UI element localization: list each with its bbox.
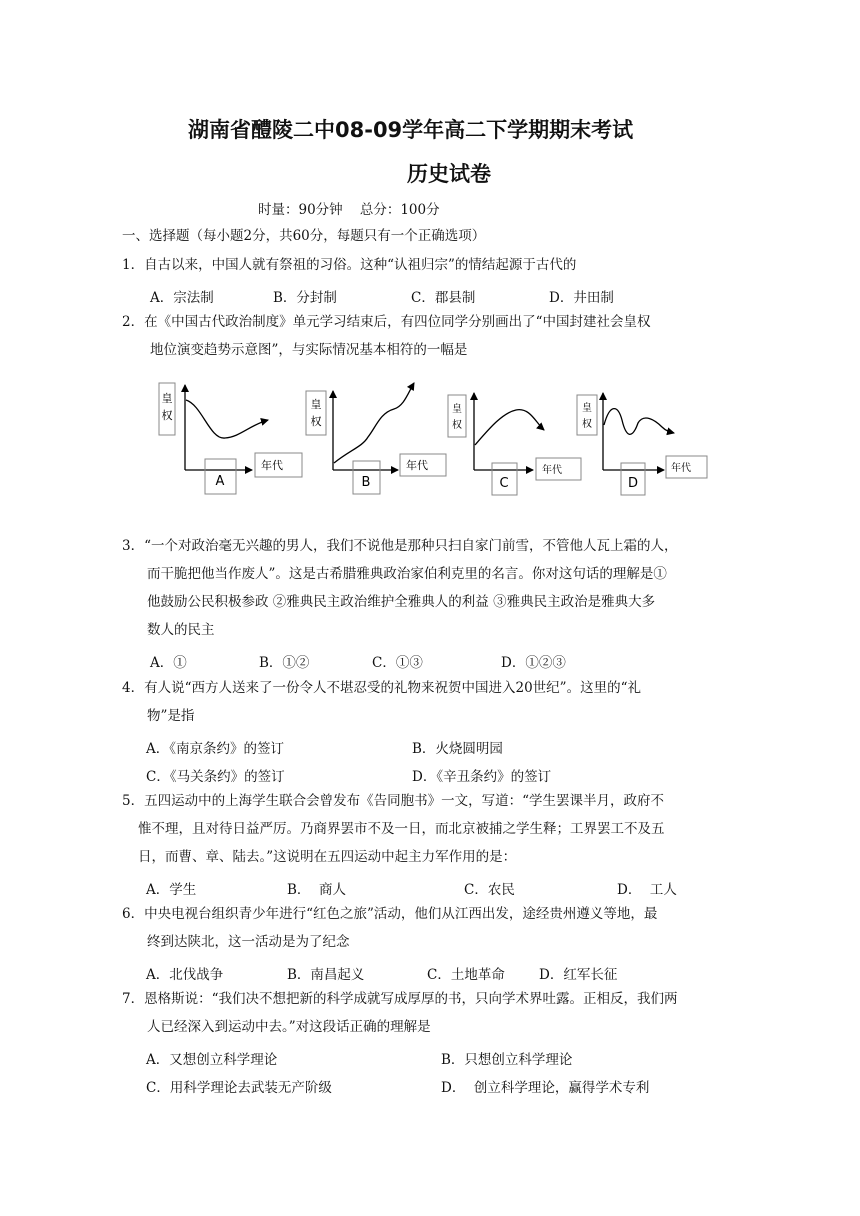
diagram-b-ylabel-2: 权 [310,415,322,428]
diagram-c-ylabel-2: 权 [452,420,462,431]
diagram-d-ylabel-2: 权 [582,419,592,430]
q3-option-a[interactable]: A．① [150,655,187,671]
question-2-line-2: 地位演变趋势示意图”，与实际情况基本相符的一幅是 [150,342,468,358]
q6-option-b[interactable]: B．南昌起义 [287,967,365,983]
q1-option-a[interactable]: A．宗法制 [150,290,214,306]
question-3-line-3: 他鼓励公民积极参政 ②雅典民主政治维护全雅典人的利益 ③雅典民主政治是雅典大多 [147,594,656,610]
q4-option-d[interactable]: D．《辛丑条约》的签订 [412,769,552,785]
q6-option-c[interactable]: C．土地革命 [427,967,505,983]
q7-option-b[interactable]: B．只想创立科学理论 [441,1052,573,1068]
section-heading: 一、选择题（每小题2分，共60分，每题只有一个正确选项） [122,228,486,244]
q3-option-d[interactable]: D．①②③ [501,655,566,671]
diagram-d-xlabel: 年代 [671,463,691,474]
q3-option-c[interactable]: C．①③ [372,655,423,671]
q7-option-d[interactable]: D． 创立科学理论，赢得学术专利 [441,1080,650,1096]
q5-option-d[interactable]: D． 工人 [617,882,677,898]
question-4-line-1: 4．有人说“西方人送来了一份令人不堪忍受的礼物来祝贺中国进入20世纪”。这里的“礼 [122,680,641,696]
question-7-line-1: 7．恩格斯说：“我们决不想把新的科学成就写成厚厚的书，只向学术界吐露。正相反，我们两 [122,991,678,1007]
q2-diagrams [150,375,730,500]
q5-option-c[interactable]: C．农民 [464,882,515,898]
diagram-c-xlabel: 年代 [542,465,562,476]
q7-option-c[interactable]: C．用科学理论去武装无产阶级 [146,1080,332,1096]
diagram-a-ylabel-2: 权 [161,409,173,422]
question-6-line-1: 6．中央电视台组织青少年进行“红色之旅”活动，他们从江西出发，途经贵州遵义等地，最 [122,906,658,922]
diagram-b-xlabel: 年代 [406,459,428,472]
q3-option-b[interactable]: B．①② [259,655,310,671]
q6-option-d[interactable]: D．红军长征 [539,967,618,983]
q6-option-a[interactable]: A．北伐战争 [146,967,224,983]
q1-option-c[interactable]: C．郡县制 [411,290,476,306]
question-2-line-1: 2．在《中国古代政治制度》单元学习结束后，有四位同学分别画出了“中国封建社会皇权 [122,314,651,330]
q4-option-b[interactable]: B．火烧圆明园 [412,741,503,757]
question-1: 1．自古以来，中国人就有祭祖的习俗。这种“认祖归宗”的情结起源于古代的 [122,257,577,273]
question-3-line-1: 3．“一个对政治毫无兴趣的男人，我们不说他是那种只扫自家门前雪，不管他人瓦上霜的人， [122,538,678,554]
q7-option-a[interactable]: A．又想创立科学理论 [146,1052,278,1068]
exam-meta: 时量：90分钟 总分：100分 [258,202,440,218]
diagram-a-ylabel-1: 皇 [161,392,173,405]
q1-option-b[interactable]: B．分封制 [273,290,337,306]
diagram-a-letter: A [215,474,225,489]
diagram-c-letter: C [499,476,509,491]
q1-option-d[interactable]: D．井田制 [549,290,614,306]
diagram-d-letter: D [627,476,639,491]
question-5-line-3: 日，而曹、章、陆去。”这说明在五四运动中起主力军作用的是： [138,849,517,865]
exam-title: 湖南省醴陵二中08-09学年高二下学期期末考试 [188,118,634,142]
diagram-d[interactable] [577,393,707,495]
question-7-line-2: 人已经深入到运动中去。”对这段话正确的理解是 [147,1019,431,1035]
q5-option-b[interactable]: B． 商人 [287,882,347,898]
diagram-d-ylabel-1: 皇 [582,403,592,414]
diagram-b-ylabel-1: 皇 [310,398,322,411]
question-5-line-1: 5．五四运动中的上海学生联合会曾发布《告同胞书》一文，写道：“学生罢课半月，政府不 [122,793,664,809]
diagram-c[interactable] [448,393,581,495]
question-3-line-4: 数人的民主 [147,622,215,638]
q5-option-a[interactable]: A．学生 [146,882,197,898]
question-3-line-2: 而干脆把他当作废人”。这是古希腊雅典政治家伯利克里的名言。你对这句话的理解是① [147,566,667,582]
diagram-b-letter: B [361,475,371,490]
diagram-c-ylabel-1: 皇 [452,404,462,415]
diagram-b[interactable] [306,383,446,494]
diagram-a-xlabel: 年代 [261,459,283,472]
q4-option-c[interactable]: C．《马关条约》的签订 [146,769,285,785]
exam-subtitle: 历史试卷 [407,162,491,186]
q4-option-a[interactable]: A．《南京条约》的签订 [146,741,284,757]
diagram-a[interactable] [159,383,302,494]
question-6-line-2: 终到达陕北，这一活动是为了纪念 [147,934,350,950]
question-5-line-2: 惟不理，且对待日益严厉。乃商界罢市不及一日，而北京被捕之学生释；工界罢工不及五 [138,821,665,837]
question-4-line-2: 物”是指 [147,708,195,724]
